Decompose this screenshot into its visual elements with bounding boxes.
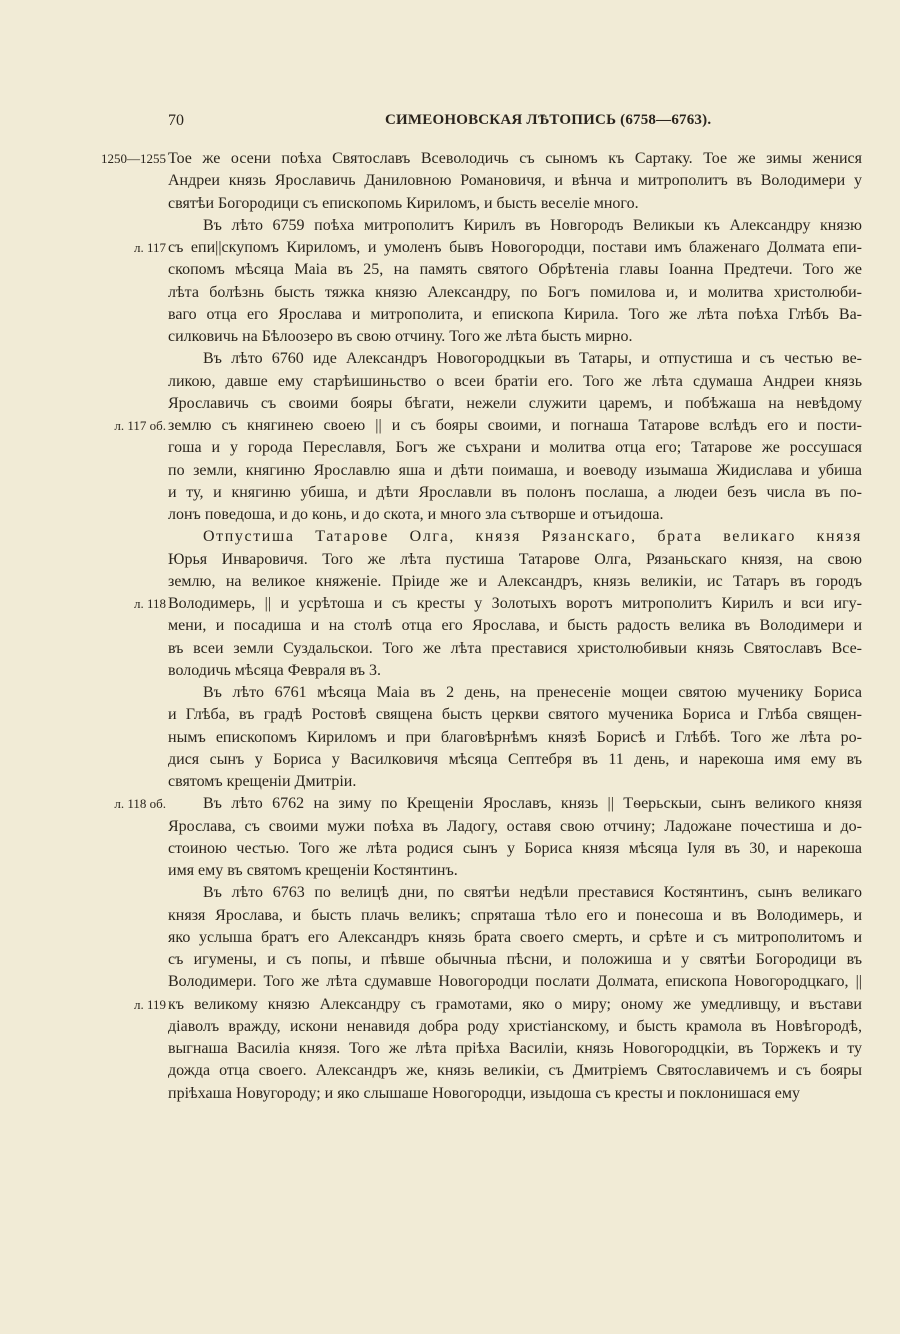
- line-text: скопомъ мѣсяца Маіа въ 25, на память святого Обрѣтеніа главы Іоанна Предтечи. Того же: [168, 261, 862, 279]
- line-text: князя Ярослава, и бысть плачь великъ; спряташа тѣло его и понесоша и въ Володимерь, и: [168, 906, 862, 924]
- text-line: [0, 282, 900, 304]
- line-text: выгнаша Василіа князя. Того же лѣта пріѣха Василіи, князь Новогородцкіи, въ Торжекъ и ту: [168, 1040, 862, 1057]
- line-text: силковичь на Бѣлоозеро въ свою отчину. Того же лѣта бысть мирно.: [168, 328, 633, 345]
- line-text: святѣи Богородици съ епископомь Кириломъ, и бысть веселіе много.: [168, 194, 639, 212]
- text-line: [0, 504, 900, 526]
- line-text: землю, на великое княженіе. Пріиде же и Александръ, князь великіи, ис Татаръ въ городъ: [168, 572, 862, 590]
- margin-note: л. 118 об.: [114, 796, 166, 812]
- page-number: 70: [168, 112, 184, 129]
- margin-note: л. 117 об.: [114, 418, 166, 433]
- line-text: ликою, давше ему старѣишиньство о всеи братіи его. Того же лѣта сдумаша Андреи князь: [168, 372, 862, 390]
- text-line: [0, 460, 900, 482]
- line-text: Володимери. Того же лѣта сдумавше Новогородци послати Долмата, епископа Новогородцкаго, ||: [168, 973, 862, 991]
- line-text: мени, и посадиша и на столѣ отца его Ярослава, и бысть радость велика въ Володимери и: [168, 617, 862, 635]
- line-text: Отпустиша Татарове Олга, князя Рязанскаго, брата великаго князя: [203, 528, 862, 546]
- text-line: [0, 148, 900, 170]
- line-text: имя ему въ святомъ крещеніи Костянтинъ.: [168, 862, 458, 879]
- line-text: Ярославичь съ своими бояры бѣгати, нежели служити царемъ, и побѣжаша на невѣдому: [168, 394, 862, 412]
- text-line: [0, 971, 900, 993]
- line-text: Володимерь, || и усрѣтоша и съ кресты у Золотыхъ воротъ митрополитъ Кирилъ и вси игу-: [168, 595, 862, 612]
- text-line: [0, 838, 900, 860]
- text-line: [0, 549, 900, 571]
- line-text: Ярослава, съ своими мужи поѣха въ Ладогу, оставя свою отчину; Ладожане почестиша и до-: [168, 817, 862, 835]
- text-line: [0, 571, 900, 593]
- line-text: съ игумены, и съ попы, и пѣвше обычныа пѣсни, и положиша и у святѣи Богородици въ: [168, 951, 862, 968]
- text-line: [0, 704, 900, 726]
- line-text: нымъ епископомъ Кириломъ и при благовѣрнѣмъ князѣ Борисѣ и Глѣбѣ. Того же лѣта ро-: [168, 728, 862, 746]
- line-text: Въ лѣто 6759 поѣха митрополитъ Кирилъ въ Новгородъ Великыи къ Александру князю: [203, 216, 862, 234]
- line-text: въ всеи земли Суздальскои. Того же лѣта преставися христолюбивыи князь Святославъ Все-: [168, 639, 862, 657]
- text-line: [0, 170, 900, 192]
- line-text: и ту, и княгиню убиша, и дѣти Ярославли въ полонъ послаша, а людеи безъ числа въ по-: [168, 483, 862, 501]
- text-line: [0, 860, 900, 882]
- text-line: [0, 682, 900, 704]
- line-text: Тое же осени поѣха Святославъ Всеволодичь съ сыномъ къ Сартаку. Тое же зимы женися: [168, 150, 862, 167]
- text-line: [0, 415, 900, 437]
- text-line: [0, 259, 900, 281]
- line-text: по земли, княгиню Ярославлю яша и дѣти поимаша, и воеводу изымаша Жидислава и убиша: [168, 461, 862, 479]
- text-line: [0, 727, 900, 749]
- line-text: Въ лѣто 6761 мѣсяца Маіа въ 2 день, на пренесеніе мощеи святою мученику Бориса: [203, 684, 862, 701]
- line-text: и Глѣба, въ градѣ Ростовѣ священа бысть церкви святого мученика Бориса и Глѣба священ-: [168, 706, 862, 724]
- line-text: стоиною честью. Того же лѣта родися сынъ у Бориса князя мѣсяца Іуля въ 30, и нарекоша: [168, 839, 862, 857]
- line-text: дожда отца своего. Александръ же, князь великіи, съ Дмитріемъ Святославичемъ и съ бояры: [168, 1062, 862, 1080]
- line-text: лѣта болѣзнь бысть тяжка князю Александру, по Богъ помилова и, и молитва христолюби-: [168, 283, 862, 301]
- text-line: [0, 882, 900, 904]
- text-line: [0, 949, 900, 971]
- line-text: дися сынъ у Бориса у Василковичя мѣсяца Септебря въ 11 день, и нарекоша имя ему въ: [168, 750, 862, 768]
- text-line: [0, 793, 900, 815]
- line-text: святомъ крещеніи Дмитріи.: [168, 773, 357, 790]
- text-line: [0, 1016, 900, 1038]
- text-line: [0, 1083, 900, 1105]
- text-line: [0, 1060, 900, 1082]
- line-text: къ великому князю Александру съ грамотами, яко о миру; оному же умедливщу, и въстави: [168, 995, 862, 1013]
- text-line: [0, 393, 900, 415]
- text-line: [0, 326, 900, 348]
- line-text: Въ лѣто 6760 иде Александръ Новогородцкыи въ Татары, и отпустиша и съ честью ве-: [203, 350, 862, 368]
- line-text: Въ лѣто 6763 по велицѣ дни, по святѣи недѣли преставися Костянтинъ, сынъ великаго: [203, 884, 862, 902]
- text-line: [0, 482, 900, 504]
- margin-note: л. 118: [133, 596, 166, 611]
- text-line: [0, 1038, 900, 1060]
- text-line: [0, 348, 900, 370]
- text-line: [0, 237, 900, 259]
- text-line: [0, 193, 900, 215]
- text-line: [0, 994, 900, 1016]
- line-text: діаволъ вражду, искони ненавидя добра роду христіанскому, и бысть крамола въ Новѣгородѣ,: [168, 1017, 862, 1035]
- text-line: [0, 905, 900, 927]
- line-text: володичь мѣсяца Февраля въ 3.: [168, 661, 382, 679]
- text-line: [0, 660, 900, 682]
- text-line: [0, 304, 900, 326]
- text-line: [0, 927, 900, 949]
- text-line: [0, 526, 900, 548]
- line-text: Въ лѣто 6762 на зиму по Крещеніи Ярославъ, князь || Тѳерьскыи, сынъ великого князя: [203, 795, 862, 813]
- line-text: съ епи||скупомъ Кириломъ, и умоленъ бывъ Новогородци, постави имъ блаженаго Долмата епи-: [168, 239, 862, 256]
- line-text: Андреи князь Ярославичь Даниловною Романовичя, и вѣнча и митрополитъ въ Володимери у: [168, 172, 862, 190]
- text-line: [0, 215, 900, 237]
- margin-note: 1250—1255: [101, 151, 166, 166]
- text-line: [0, 371, 900, 393]
- text-line: [0, 593, 900, 615]
- text-line: [0, 771, 900, 793]
- line-text: лонъ поведоша, и до конь, и до скота, и много зла сътворше и отъидоша.: [168, 506, 664, 523]
- running-title: СИМЕОНОВСКАЯ ЛѢТОПИСЬ (6758—6763).: [385, 112, 712, 128]
- line-text: гоша и у города Переславля, Богъ же съхрани и молитва отца его; Татарове же россушася: [168, 439, 862, 457]
- line-text: яко услыша братъ его Александръ князь брата своего смерть, и срѣте и съ митрополитомъ и: [168, 928, 862, 946]
- line-text: землю съ княгинею своею || и съ бояры своими, и погнаша Татарове вслѣдъ его и пости-: [168, 417, 862, 434]
- line-text: ваго отца его Ярослава и митрополита, и епископа Кирила. Того же лѣта поѣха Глѣбъ Ва-: [168, 305, 862, 323]
- text-line: [0, 816, 900, 838]
- text-line: [0, 615, 900, 637]
- text-line: [0, 437, 900, 459]
- margin-note: л. 117: [133, 240, 166, 255]
- text-line: [0, 749, 900, 771]
- line-text: пріѣхаша Новугороду; и яко слышаше Новогородци, изыдоша съ кресты и поклонишася ему: [168, 1084, 800, 1102]
- margin-note: л. 119: [133, 996, 166, 1012]
- line-text: Юрья Инваровичя. Того же лѣта пустиша Татарове Олга, Рязаньскаго князя, на свою: [168, 550, 862, 568]
- text-line: [0, 638, 900, 660]
